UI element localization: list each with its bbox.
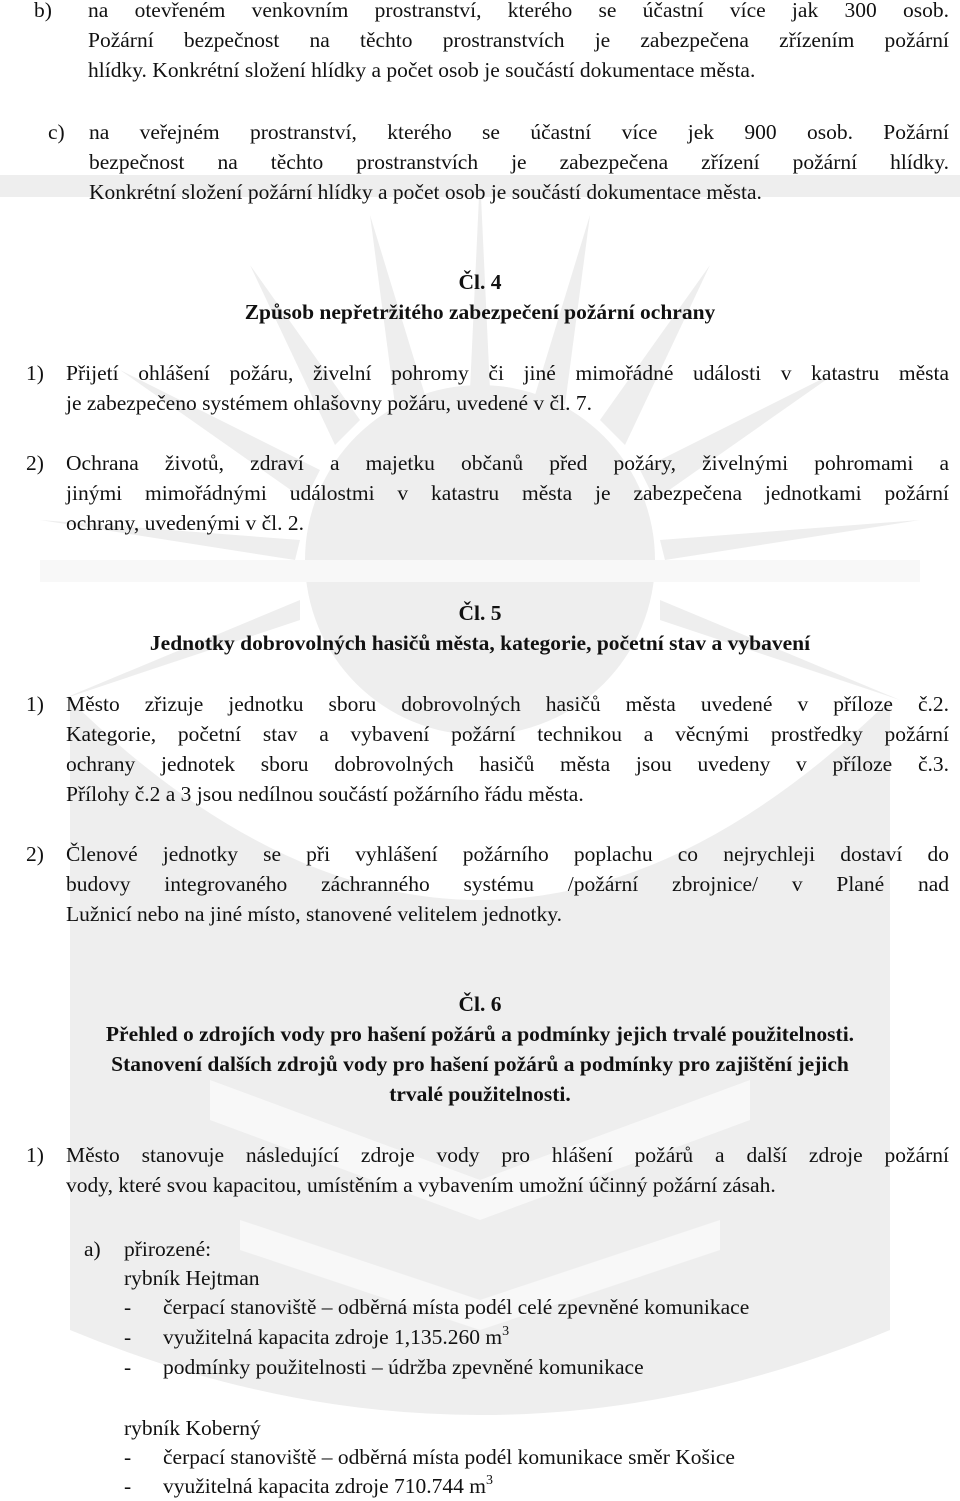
text-line: budovy integrovaného záchranného systému /požární zbrojnice/ v Plané nad bbox=[66, 872, 949, 896]
pond-koberny-item-2 bbox=[163, 1471, 493, 1501]
sources-a-label: a) bbox=[84, 1237, 101, 1261]
item-c-label: c) bbox=[48, 120, 65, 144]
text-line: Kategorie, početní stav a vybavení požární technikou a věcnými prostředky požární bbox=[66, 722, 949, 746]
capacity-text: využitelná kapacita zdroje 710.744 m bbox=[163, 1474, 486, 1498]
capacity-text: využitelná kapacita zdroje 1,135.260 m bbox=[163, 1325, 503, 1349]
item-b-label: b) bbox=[34, 0, 52, 22]
text-line: Přijetí ohlášení požáru, živelní pohromy či jiné mimořádné události v katastru města bbox=[66, 361, 949, 385]
sources-a-heading: přirozené: bbox=[124, 1237, 212, 1261]
item-b-paragraph bbox=[88, 0, 949, 85]
article-4-p1-label: 1) bbox=[26, 361, 44, 385]
pond-hejtman-name: rybník Hejtman bbox=[124, 1266, 260, 1290]
text-line: je zabezpečeno systémem ohlašovny požáru, uvedené v čl. 7. bbox=[66, 391, 592, 415]
list-dash: - bbox=[124, 1355, 132, 1379]
article-6-title-line-3: trvalé použitelnosti. bbox=[389, 1082, 571, 1106]
text-line: bezpečnost na těchto prostranstvích je zabezpečena zřízení požární hlídky. bbox=[89, 150, 949, 174]
text-line: hlídky. Konkrétní složení hlídky a počet osob je součástí dokumentace města. bbox=[88, 58, 756, 82]
article-6-p1-label: 1) bbox=[26, 1143, 44, 1167]
text-line: na otevřeném venkovním prostranství, kterého se účastní více jak 300 osob. bbox=[88, 0, 949, 22]
text-line: Členové jednotky se při vyhlášení požárního poplachu co nejrychleji dostaví do bbox=[66, 842, 949, 866]
cubic-superscript: 3 bbox=[485, 1473, 493, 1488]
article-4-p2 bbox=[66, 448, 949, 538]
article-5-p1-label: 1) bbox=[26, 692, 44, 716]
text-line: Město stanovuje následující zdroje vody pro hlášení požárů a další zdroje požární bbox=[66, 1143, 949, 1167]
text-line: Přílohy č.2 a 3 jsou nedílnou součástí požárního řádu města. bbox=[66, 782, 584, 806]
text-line: ochrany jednotek sboru dobrovolných hasičů města jsou uvedeny v příloze č.3. bbox=[66, 752, 949, 776]
pond-koberny-item-1: čerpací stanoviště – odběrná místa podél komunikace směr Košice bbox=[163, 1445, 735, 1469]
article-5-p2 bbox=[66, 839, 949, 929]
pond-hejtman-item-3: podmínky použitelnosti – údržba zpevněné komunikace bbox=[163, 1355, 644, 1379]
text-line: Město zřizuje jednotku sboru dobrovolných hasičů města uvedené v příloze č.2. bbox=[66, 692, 949, 716]
text-line: Lužnicí nebo na jiné místo, stanovené velitelem jednotky. bbox=[66, 902, 562, 926]
article-5-p1 bbox=[66, 689, 949, 809]
article-4-number: Čl. 4 bbox=[458, 270, 502, 294]
pond-hejtman-item-1: čerpací stanoviště – odběrná místa podél celé zpevněné komunikace bbox=[163, 1295, 750, 1319]
text-line: jinými mimořádnými událostmi v katastru města je zabezpečena jednotkami požární bbox=[66, 481, 949, 505]
text-line: Konkrétní složení požární hlídky a počet osob je součástí dokumentace města. bbox=[89, 180, 762, 204]
article-4-p2-label: 2) bbox=[26, 451, 44, 475]
article-5-number: Čl. 5 bbox=[458, 601, 502, 625]
list-dash: - bbox=[124, 1474, 132, 1498]
article-6-title-line-2: Stanovení dalších zdrojů vody pro hašení požárů a podmínky pro zajištění jejich bbox=[111, 1052, 849, 1076]
article-6-number: Čl. 6 bbox=[458, 992, 502, 1016]
list-dash: - bbox=[124, 1325, 132, 1349]
list-dash: - bbox=[124, 1445, 132, 1469]
text-line: Požární bezpečnost na těchto prostranstvích je zabezpečena zřízením požární bbox=[88, 28, 949, 52]
item-c-paragraph bbox=[89, 117, 949, 207]
text-line: na veřejném prostranství, kterého se účastní více jek 900 osob. Požární bbox=[89, 120, 949, 144]
pond-koberny-name: rybník Koberný bbox=[124, 1416, 261, 1440]
article-5-title: Jednotky dobrovolných hasičů města, kategorie, početní stav a vybavení bbox=[149, 631, 811, 655]
article-4-p1 bbox=[66, 358, 949, 418]
article-5-p2-label: 2) bbox=[26, 842, 44, 866]
article-6-title-line-1: Přehled o zdrojích vody pro hašení požárů a podmínky jejich trvalé použitelnosti. bbox=[105, 1022, 855, 1046]
text-line: Ochrana životů, zdraví a majetku občanů před požáry, živelnými pohromami a bbox=[66, 451, 949, 475]
text-line: ochrany, uvedenými v čl. 2. bbox=[66, 511, 305, 535]
pond-hejtman-item-2 bbox=[163, 1322, 509, 1352]
article-6-p1 bbox=[66, 1140, 949, 1200]
list-dash: - bbox=[124, 1295, 132, 1319]
cubic-superscript: 3 bbox=[502, 1324, 510, 1339]
text-line: vody, které svou kapacitou, umístěním a vybavením umožní účinný požární zásah. bbox=[66, 1173, 776, 1197]
article-4-title: Způsob nepřetržitého zabezpečení požární ochrany bbox=[244, 300, 716, 324]
